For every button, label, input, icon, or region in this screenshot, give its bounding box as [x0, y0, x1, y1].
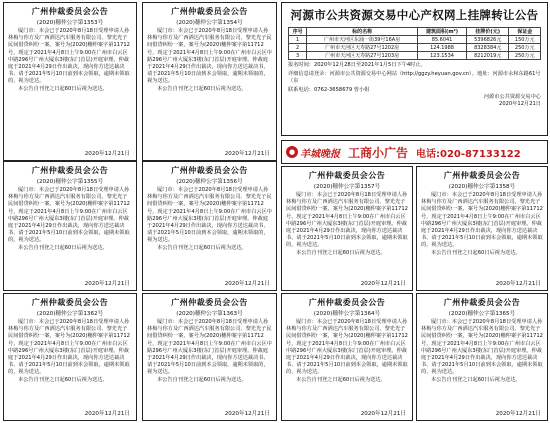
notice-date: 2020年12月21日	[360, 411, 406, 417]
header-cell: 保证金	[509, 28, 541, 36]
notice-date: 2020年12月21日	[224, 151, 270, 157]
table-cell: 广州市天河区东涌一街39号16A房	[307, 36, 418, 44]
heyuan-signature: 河源市公共资源交易中心	[483, 94, 541, 100]
case-number: (2020)穗仲公字第1353号	[36, 20, 104, 26]
header-cell: 序号	[289, 28, 307, 36]
heyuan-text: 详细信息请登录：河源市公共资源交易中心网站（http://ggzy.heyuan.gov.cn）。地址：河源市永和东路61号（东	[288, 71, 541, 84]
notice-title: 广州仲裁委员会公告	[31, 298, 109, 307]
notice-title: 广州仲裁委员会公告	[308, 171, 386, 180]
case-number: (2020)穗仲公字第1354号	[176, 20, 243, 26]
notice-note: 本公告自刊登之日起60日后视为送达。	[18, 85, 108, 92]
notice-note: 本公告自刊登之日起60日后视为送达。	[296, 376, 386, 383]
notice-note: 本公告自刊登之日起60日后视为送达。	[431, 249, 521, 256]
notice-note: 本公告自刊登之日起60日后视为送达。	[296, 249, 386, 256]
notice-title: 广州仲裁委员会公告	[171, 7, 248, 16]
notice-body: 厦门市：本会已于2020年8月18日受理申请人孙林梅与你方及广西酒达汽车服务有限公司、黎光光子民间借贷纠纷一案，案号为(2020)穗仲案字第11712号，现定于2021年4月8日上午9:00在广州市白云区中路296号广州大厦东3楼(东门首层)开庭审理。仲裁庭于2021年4月29日作出裁决，现向你方送达裁决书、请于2021年5月10日前到本会领取，逾期未领取的，视为送达。	[421, 319, 543, 376]
heyuan-contact: 联系电话：0762-3658679 曾小姐	[288, 87, 370, 93]
table-cell: 124.1988	[418, 44, 467, 52]
notice-date: 2020年12月21日	[224, 281, 270, 287]
case-number: (2020)穗仲公字第1365号	[448, 311, 516, 317]
table-cell: 5396826元	[467, 36, 509, 44]
heyuan-date: 2020年12月21日	[499, 101, 541, 107]
notice-date: 2020年12月21日	[495, 411, 541, 417]
notice-date: 2020年12月21日	[360, 281, 406, 287]
table-row	[289, 52, 541, 60]
notice-date: 2020年12月21日	[495, 281, 541, 287]
arbitration-notice	[416, 166, 548, 291]
table-cell: 8328384元	[467, 44, 509, 52]
notice-title: 广州仲裁委员会公告	[31, 166, 109, 175]
arbitration-notice	[3, 2, 137, 161]
table-cell: 2	[289, 44, 307, 52]
table-cell: 250万元	[509, 52, 541, 60]
notice-body: 厦门市：本会已于2020年8月18日受理申请人孙林梅与你方及广西酒达汽车服务有限公司、黎光光子民间借贷纠纷一案，案号为(2020)穗仲案字第11712号，现定于2021年4月8日上午9:00在广州市白云区中路296号广州大厦东3楼(东门首层)开庭审理。仲裁庭于2021年4月29日作出裁决，现向你方送达裁决书、请于2021年5月10日前到本会领取，逾期未领取的，视为送达。	[147, 28, 272, 85]
notice-body: 厦门市：本会已于2020年8月18日受理申请人孙林梅与你方及广西酒达汽车服务有限公司、黎光光子民间借贷纠纷一案，案号为(2020)穗仲案字第11712号，现定于2021年4月8日上午9:00在广州市白云区中路296号广州大厦东3楼(东门首层)开庭审理。仲裁庭于2021年4月29日作出裁决，现向你方送达裁决书、请于2021年5月10日前到本会领取，逾期未领取的，视为送达。	[8, 319, 130, 376]
notice-date: 2020年12月21日	[84, 281, 130, 287]
notice-title: 广州仲裁委员会公告	[443, 171, 521, 180]
heyuan-notice	[281, 2, 548, 136]
table-header-row	[289, 28, 541, 36]
table-cell: 广州市天河区天寿路27号1202房	[307, 44, 418, 52]
notice-title: 广州仲裁委员会公告	[308, 298, 386, 307]
case-number: (2020)穗仲公字第1364号	[313, 311, 381, 317]
notice-note: 本公告自刊登之日起60日后视为送达。	[18, 244, 108, 251]
arbitration-notice	[416, 293, 548, 421]
notice-body: 厦门市：本会已于2020年8月18日受理申请人孙林梅与你方及广西酒达汽车服务有限公司、黎光光子民间借贷纠纷一案，案号为(2020)穗仲案字第11712号，现定于2021年4月8日上午9:00在广州市白云区中路296号广州大厦东3楼(东门首层)开庭审理。仲裁庭于2021年4月29日作出裁决，现向你方送达裁决书、请于2021年5月10日前到本会领取，逾期未领取的，视为送达。	[8, 187, 130, 244]
case-number: (2020)穗仲公字第1355号	[36, 179, 104, 185]
case-number: (2020)穗仲公字第1356号	[176, 179, 243, 185]
arbitration-notice	[281, 293, 413, 421]
notice-date: 2020年12月21日	[84, 151, 130, 157]
ad-banner	[281, 140, 548, 164]
ad-brand: 羊城晚报	[300, 148, 340, 160]
arbitration-notice	[3, 161, 137, 291]
header-cell: 建筑面积(m²)	[418, 28, 467, 36]
table-cell: 250万元	[509, 44, 541, 52]
notice-body: 厦门市：本会已于2020年8月18日受理申请人孙林梅与你方及广西酒达汽车服务有限公司、黎光光子民间借贷纠纷一案，案号为(2020)穗仲案字第11712号，现定于2021年4月8日上午9:00在广州市白云区中路296号广州大厦东3楼(东门首层)开庭审理。仲裁庭于2021年4月29日作出裁决，现向你方送达裁决书、请于2021年5月10日前到本会领取，逾期未领取的，视为送达。	[286, 319, 408, 376]
notice-note: 本公告自刊登之日起60日后视为送达。	[157, 244, 247, 251]
arbitration-notice	[142, 2, 277, 161]
table-row	[289, 36, 541, 44]
heyuan-title: 河源市公共资源交易中心产权网上挂牌转让公告	[290, 8, 539, 22]
notice-note: 本公告自刊登之日起60日后视为送达。	[157, 85, 247, 92]
header-cell: 挂牌价(元)	[467, 28, 509, 36]
header-cell: 标的名称	[307, 28, 418, 36]
notice-title: 广州仲裁委员会公告	[31, 7, 109, 16]
arbitration-notice	[281, 166, 413, 291]
arbitration-notice	[142, 161, 277, 291]
case-number: (2020)穗仲公字第1357号	[313, 184, 381, 190]
table-row	[289, 44, 541, 52]
heyuan-text: 报名时间：2020年12月28日至2021年1月5日下午4时止。	[288, 62, 426, 68]
notice-body: 厦门市：本会已于2020年8月18日受理申请人孙林梅与你方及广西酒达汽车服务有限公司、黎光光子民间借贷纠纷一案，案号为(2020)穗仲案字第11712号，现定于2021年4月8日上午9:00在广州市白云区中路296号广州大厦东3楼(东门首层)开庭审理。仲裁庭于2021年4月29日作出裁决，现向你方送达裁决书、请于2021年5月10日前到本会领取，逾期未领取的，视为送达。	[147, 187, 272, 244]
notice-body: 厦门市：本会已于2020年8月18日受理申请人孙林梅与你方及广西酒达汽车服务有限公司、黎光光子民间借贷纠纷一案，案号为(2020)穗仲案字第11712号，现定于2021年4月8日上午9:00在广州市白云区中路296号广州大厦东3楼(东门首层)开庭审理。仲裁庭于2021年4月29日作出裁决，现向你方送达裁决书、请于2021年5月10日前到本会领取，逾期未领取的，视为送达。	[286, 192, 408, 249]
table-cell: 85.6041	[418, 36, 467, 44]
property-table	[288, 27, 541, 60]
notice-date: 2020年12月21日	[84, 411, 130, 417]
notice-body: 厦门市：本会已于2020年8月18日受理申请人孙林梅与你方及广西酒达汽车服务有限公司、黎光光子民间借贷纠纷一案，案号为(2020)穗仲案字第11712号，现定于2021年4月8日上午9:00在广州市白云区中路296号广州大厦东3楼(东门首层)开庭审理。仲裁庭于2021年4月29日作出裁决，现向你方送达裁决书、请于2021年5月10日前到本会领取，逾期未领取的，视为送达。	[147, 319, 272, 376]
notice-title: 广州仲裁委员会公告	[443, 298, 521, 307]
table-cell: 150万元	[509, 36, 541, 44]
notice-body: 厦门市：本会已于2020年8月18日受理申请人孙林梅与你方及广西酒达汽车服务有限公司、黎光光子民间借贷纠纷一案，案号为(2020)穗仲案字第11712号，现定于2021年4月8日上午9:00在广州市白云区中路296号广州大厦东3楼(东门首层)开庭审理。仲裁庭于2021年4月29日作出裁决，现向你方送达裁决书、请于2021年5月10日前到本会领取，逾期未领取的，视为送达。	[8, 28, 130, 85]
arbitration-notice	[142, 293, 277, 421]
notice-note: 本公告自刊登之日起60日后视为送达。	[157, 376, 247, 383]
table-cell: 1	[289, 36, 307, 44]
table-cell: 123.1534	[418, 52, 467, 60]
arbitration-notice	[3, 293, 137, 421]
case-number: (2020)穗仲公字第1358号	[448, 184, 516, 190]
table-cell: 8212019元	[467, 52, 509, 60]
notice-title: 广州仲裁委员会公告	[171, 166, 248, 175]
notice-title: 广州仲裁委员会公告	[171, 298, 248, 307]
notice-note: 本公告自刊登之日起60日后视为送达。	[431, 376, 521, 383]
notice-body: 厦门市：本会已于2020年8月18日受理申请人孙林梅与你方及广西酒达汽车服务有限公司、黎光光子民间借贷纠纷一案，案号为(2020)穗仲案字第11712号，现定于2021年4月8日上午9:00在广州市白云区中路296号广州大厦东3楼(东门首层)开庭审理。仲裁庭于2021年4月29日作出裁决，现向你方送达裁决书、请于2021年5月10日前到本会领取，逾期未领取的，视为送达。	[421, 192, 543, 249]
notice-note: 本公告自刊登之日起60日后视为送达。	[18, 376, 108, 383]
case-number: (2020)穗仲公字第1362号	[36, 311, 104, 317]
notice-date: 2020年12月21日	[224, 411, 270, 417]
table-cell: 3	[289, 52, 307, 60]
newspaper-logo-icon: ●	[286, 146, 298, 158]
ad-label: 工商小广告	[348, 145, 409, 160]
ad-phone: 电话:020-87133122	[416, 148, 521, 160]
case-number: (2020)穗仲公字第1363号	[176, 311, 243, 317]
table-cell: 广州市天河区天寿路27号1203房	[307, 52, 418, 60]
